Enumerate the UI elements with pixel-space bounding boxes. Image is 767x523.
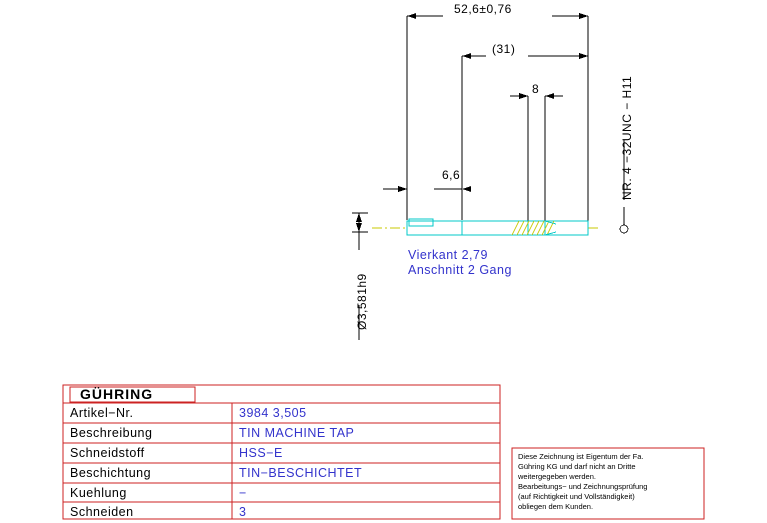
title-row-value-5: 3 — [239, 505, 247, 519]
arrow-ref-right — [579, 53, 588, 59]
title-row-label-4: Kuehlung — [70, 486, 127, 500]
arrow-overall-left — [407, 13, 416, 19]
arrow-ref-left — [462, 53, 471, 59]
arrow-square-left — [398, 186, 407, 192]
legal-note-line-3: Bearbeitungs− und Zeichnungsprüfung — [518, 482, 648, 491]
arrow-overall-right — [579, 13, 588, 19]
dim-label-shank-diameter: Ø3,581h9 — [355, 273, 369, 330]
title-row-value-2: HSS−E — [239, 446, 283, 460]
company-logo: GÜHRING — [80, 386, 154, 402]
dim-label-overall-length: 52,6±0,76 — [454, 2, 512, 16]
legal-note-line-0: Diese Zeichnung ist Eigentum der Fa. — [518, 452, 644, 461]
legal-note-line-2: weitergegeben werden. — [518, 472, 596, 481]
dim-label-thread-length: 8 — [532, 82, 540, 96]
title-row-value-0: 3984 3,505 — [239, 406, 307, 420]
annotation-chamfer-note: Anschnitt 2 Gang — [408, 263, 512, 277]
legal-note-line-4: (auf Richtigkeit und Vollständigkeit) — [518, 492, 635, 501]
thread-spec-balloon — [620, 225, 628, 233]
arrow-diameter-bottom — [356, 223, 362, 232]
title-row-label-0: Artikel−Nr. — [70, 406, 134, 420]
arrow-thread-right — [545, 93, 554, 99]
title-row-label-5: Schneiden — [70, 505, 134, 519]
dim-label-thread-spec: NR. 4 −32UNC − H11 — [620, 75, 634, 200]
dim-label-reference-length: (31) — [492, 42, 516, 56]
title-row-label-1: Beschreibung — [70, 426, 153, 440]
arrow-diameter-top — [356, 213, 362, 222]
title-row-value-3: TIN−BESCHICHTET — [239, 466, 363, 480]
annotation-square-note: Vierkant 2,79 — [408, 248, 488, 262]
title-row-value-1: TIN MACHINE TAP — [239, 426, 355, 440]
legal-note-line-5: obliegen dem Kunden. — [518, 502, 594, 511]
title-row-value-4: − — [239, 486, 247, 500]
tap-part-geometry — [372, 219, 600, 235]
arrow-square-right — [462, 186, 471, 192]
title-row-label-3: Beschichtung — [70, 466, 152, 480]
legal-note-line-1: Gühring KG und darf nicht an Dritte — [518, 462, 636, 471]
part-shank-outline — [407, 221, 588, 235]
title-row-label-2: Schneidstoff — [70, 446, 145, 460]
arrow-thread-left — [519, 93, 528, 99]
dim-label-square-length: 6,6 — [442, 168, 461, 182]
